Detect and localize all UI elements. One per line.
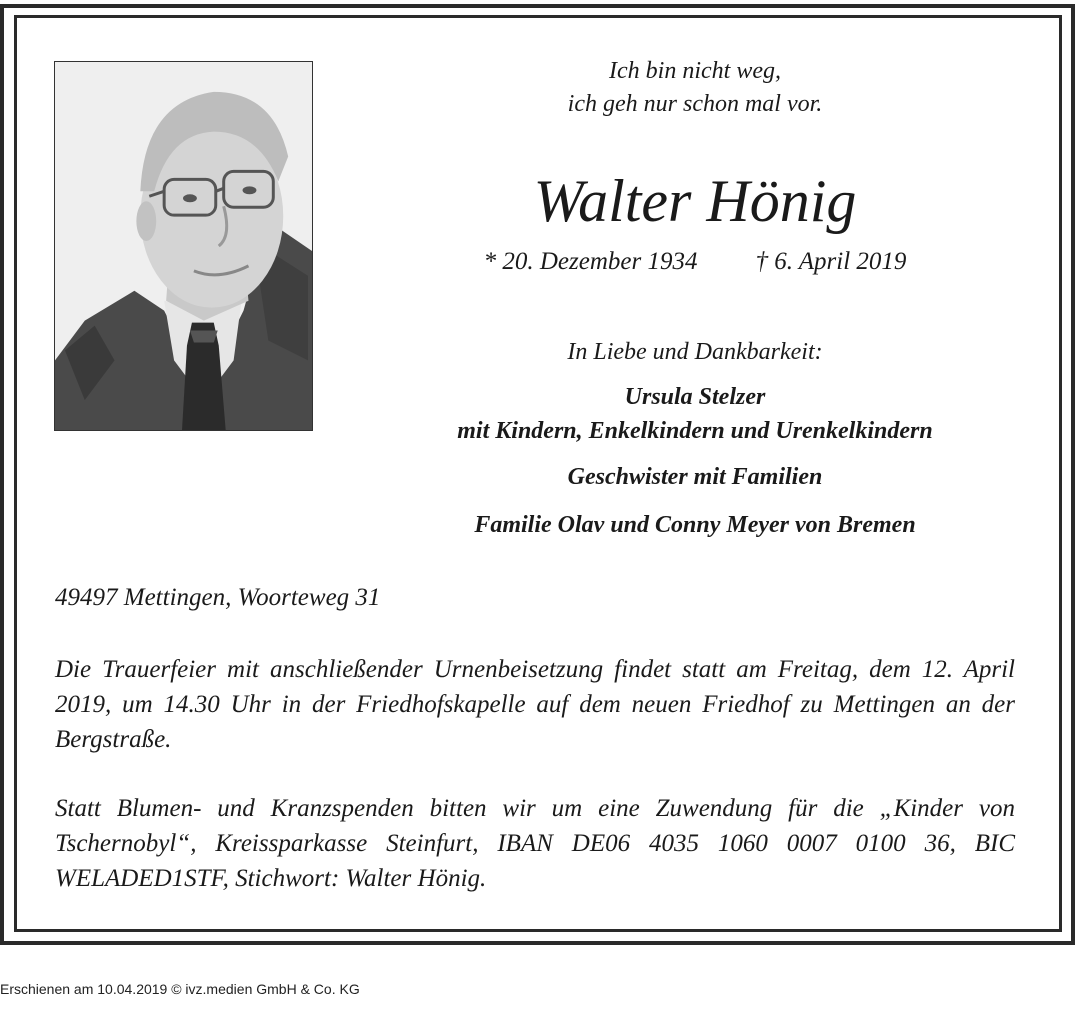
mourner-line-4: Familie Olav und Conny Meyer von Bremen: [474, 512, 916, 538]
motto-line-2: ich geh nur schon mal vor.: [567, 91, 823, 117]
birth-date: * 20. Dezember 1934: [483, 248, 698, 275]
publication-footer: Erschienen am 10.04.2019 © ivz.medien GmbH & Co. KG: [0, 981, 360, 997]
thanks-intro: In Liebe und Dankbarkeit:: [567, 339, 823, 365]
motto-line-1: Ich bin nicht weg,: [609, 58, 781, 84]
mourner-line-1: Ursula Stelzer: [624, 384, 766, 410]
portrait-photo: [54, 61, 313, 431]
death-date: † 6. April 2019: [755, 248, 907, 275]
donation-request: Statt Blumen- und Kranzspenden bitten wir um eine Zuwendung für die „Kinder von Tschernobyl“, Kreissparkasse Steinfurt, IBAN DE06 4035 1060 0007 0100 36, BIC WELADED1STF, Stichwort: Walter Hönig.: [55, 795, 1015, 892]
address: 49497 Mettingen, Woorteweg 31: [55, 584, 381, 611]
motto: [330, 55, 1060, 121]
ceremony-info: Die Trauerfeier mit anschließender Urnenbeisetzung findet statt am Freitag, dem 12. April 2019, um 14.30 Uhr in der Friedhofskapelle auf dem neuen Friedhof zu Mettingen an der Bergstraße.: [55, 656, 1015, 753]
mourner-line-3: Geschwister mit Familien: [567, 464, 823, 490]
portrait-illustration: [55, 62, 312, 430]
deceased-name: Walter Hönig: [533, 168, 857, 234]
life-dates: [330, 245, 1060, 279]
mourner-line-2: mit Kindern, Enkelkindern und Urenkelkindern: [457, 418, 933, 444]
